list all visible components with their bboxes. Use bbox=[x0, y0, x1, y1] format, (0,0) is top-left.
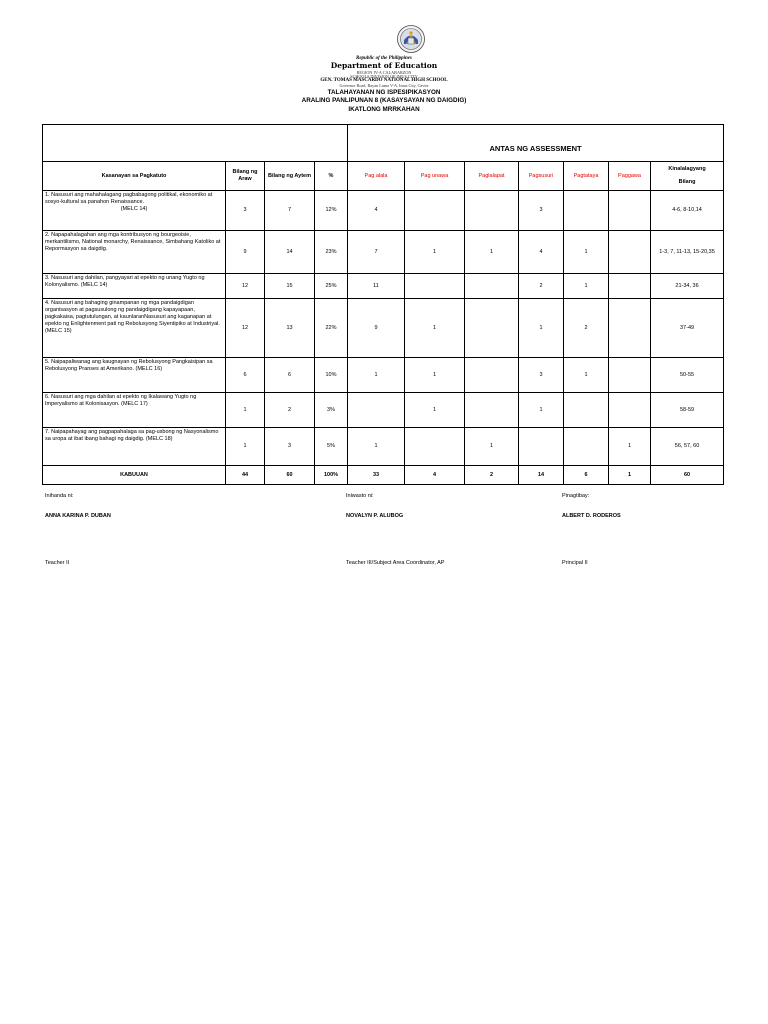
placement-cell: 4-6, 8-10,14 bbox=[651, 191, 724, 231]
percent-cell: 23% bbox=[315, 231, 348, 274]
antas-heading: ANTAS NG ASSESSMENT bbox=[348, 125, 724, 162]
level-3-cell bbox=[465, 393, 519, 428]
items-cell: 2 bbox=[265, 393, 315, 428]
total-level-4: 14 bbox=[519, 466, 564, 485]
level-6-cell: 1 bbox=[609, 428, 651, 466]
col-days: Bilang ng Araw bbox=[226, 162, 265, 191]
percent-cell: 5% bbox=[315, 428, 348, 466]
competency-cell bbox=[43, 428, 226, 466]
level-6-cell bbox=[609, 393, 651, 428]
table-header-row-2 bbox=[43, 162, 724, 191]
col-placement-line-1: Kinalalagyang bbox=[668, 165, 706, 172]
level-1-cell: 7 bbox=[348, 231, 405, 274]
approved-by-position: Principal II bbox=[562, 560, 588, 566]
level-6-cell bbox=[609, 274, 651, 299]
competency-text: 4. Nasusuri ang bahaging ginampanan ng mga pandaigdigan organisasyon at pagsusulong ng pandaigdigang kapayapaan, pagkakaisa, pagtutulungan, at kaunlaranNasusuri ang kaganapan at epekto ng Enlightenment pati ng Rebolusyong Siyentipiko at Industriyal. (MELC 15) bbox=[45, 300, 220, 334]
table-row bbox=[43, 358, 724, 393]
region-line: REGION IV-A CALABARZON bbox=[356, 70, 412, 75]
competency-cell bbox=[43, 231, 226, 274]
days-cell: 1 bbox=[226, 393, 265, 428]
level-6-cell bbox=[609, 299, 651, 358]
days-cell: 1 bbox=[226, 428, 265, 466]
level-4-cell: 1 bbox=[519, 299, 564, 358]
level-3-cell: 1 bbox=[465, 231, 519, 274]
placement-cell: 1-3, 7, 11-13, 15-20,35 bbox=[651, 231, 724, 274]
col-level-2: Pag unawa bbox=[405, 162, 465, 191]
col-items: Bilang ng Aytem bbox=[265, 162, 315, 191]
prepared-by-position: Teacher II bbox=[45, 560, 70, 566]
level-1-cell: 4 bbox=[348, 191, 405, 231]
specification-table bbox=[42, 124, 724, 485]
placement-cell: 21-34, 36 bbox=[651, 274, 724, 299]
level-4-cell: 3 bbox=[519, 191, 564, 231]
competency-cell bbox=[43, 274, 226, 299]
blank-header-cell bbox=[43, 125, 348, 162]
days-cell: 6 bbox=[226, 358, 265, 393]
level-4-cell: 1 bbox=[519, 393, 564, 428]
level-5-cell: 1 bbox=[564, 358, 609, 393]
table-row bbox=[43, 393, 724, 428]
level-3-cell: 1 bbox=[465, 428, 519, 466]
level-2-cell bbox=[405, 191, 465, 231]
level-4-cell bbox=[519, 428, 564, 466]
competency-text: 6. Nasusuri ang mga dahilan at epekto ng Ikalawang Yugto ng Imperyalismo at Kolonisasyon. (MELC 17) bbox=[45, 394, 197, 407]
level-5-cell: 2 bbox=[564, 299, 609, 358]
competency-cell bbox=[43, 299, 226, 358]
level-3-cell bbox=[465, 191, 519, 231]
placement-cell: 37-49 bbox=[651, 299, 724, 358]
placement-cell: 56, 57, 60 bbox=[651, 428, 724, 466]
table-header-row-1 bbox=[43, 125, 724, 162]
col-placement bbox=[651, 162, 724, 191]
total-label: KABUUAN bbox=[43, 466, 226, 485]
total-level-1: 33 bbox=[348, 466, 405, 485]
level-5-cell bbox=[564, 428, 609, 466]
percent-cell: 25% bbox=[315, 274, 348, 299]
deped-seal-icon bbox=[397, 25, 425, 53]
total-percent: 100% bbox=[315, 466, 348, 485]
col-competency: Kasanayan sa Pagkatuto bbox=[43, 162, 226, 191]
competency-text: 2. Napapahalagahan ang mga kontribusyon ng bourgeoisie, merkantilismo, National monarchy, Renaissance, Simbahang Katoliko at Repormasyon sa daigdig. bbox=[45, 232, 221, 252]
quarter-title: IKATLONG MRRKAHAN bbox=[348, 106, 420, 113]
percent-cell: 22% bbox=[315, 299, 348, 358]
total-placement: 60 bbox=[651, 466, 724, 485]
level-5-cell: 1 bbox=[564, 274, 609, 299]
republic-line: Republic of the Philippines bbox=[356, 56, 412, 61]
total-days: 44 bbox=[226, 466, 265, 485]
col-level-6: Paggawa bbox=[609, 162, 651, 191]
col-level-5: Pagtataya bbox=[564, 162, 609, 191]
competency-melc: (MELC 14) bbox=[120, 205, 148, 212]
level-1-cell: 9 bbox=[348, 299, 405, 358]
total-level-2: 4 bbox=[405, 466, 465, 485]
items-cell: 6 bbox=[265, 358, 315, 393]
days-cell: 12 bbox=[226, 299, 265, 358]
checked-by-position: Teacher III/Subject Area Coordinator, AP bbox=[346, 560, 445, 566]
level-2-cell: 1 bbox=[405, 231, 465, 274]
level-4-cell: 3 bbox=[519, 358, 564, 393]
competency-text: 5. Naipapaliwanag ang kaugnayan ng Rebolusyong Pangkaisipan sa Rebolusyong Pranses at Amerikano. (MELC 16) bbox=[45, 359, 213, 372]
level-2-cell bbox=[405, 428, 465, 466]
competency-cell bbox=[43, 191, 226, 231]
level-2-cell: 1 bbox=[405, 393, 465, 428]
competency-text: 1. Nasusuri ang mahahalagang pagbabagong politikal, ekonomiko at sosyo-kultural sa panahon Renaissance. bbox=[45, 192, 213, 205]
col-placement-line-2: Bilang bbox=[678, 179, 696, 186]
level-6-cell bbox=[609, 191, 651, 231]
competency-text: 7. Naipapahayag ang pagpapahalaga sa pag-usbong ng Nasyonalismo sa uropa at ibat ibang bahagi ng daigdig. (MELC 18) bbox=[45, 429, 219, 442]
total-level-5: 6 bbox=[564, 466, 609, 485]
level-3-cell bbox=[465, 299, 519, 358]
total-level-6: 1 bbox=[609, 466, 651, 485]
level-6-cell bbox=[609, 358, 651, 393]
approved-by-name: ALBERT D. RODEROS bbox=[562, 513, 621, 519]
school-line: GEN. TOMAS MASCARDO NATIONAL HIGH SCHOOL bbox=[320, 78, 448, 83]
level-1-cell: 1 bbox=[348, 358, 405, 393]
checked-by-label: Iniwasto ni: bbox=[346, 493, 374, 499]
competency-text: 3. Nasusuri ang dahilan, pangyayari at epekto ng unang Yugto ng Kolonyalismo. (MELC 14) bbox=[45, 275, 205, 288]
department-line: Department of Education bbox=[330, 61, 438, 70]
items-cell: 7 bbox=[265, 191, 315, 231]
col-level-1: Pag alala bbox=[348, 162, 405, 191]
level-2-cell bbox=[405, 274, 465, 299]
level-6-cell bbox=[609, 231, 651, 274]
placement-cell: 50-55 bbox=[651, 358, 724, 393]
days-cell: 9 bbox=[226, 231, 265, 274]
level-4-cell: 4 bbox=[519, 231, 564, 274]
competency-cell bbox=[43, 358, 226, 393]
level-4-cell: 2 bbox=[519, 274, 564, 299]
table-row bbox=[43, 428, 724, 466]
level-2-cell: 1 bbox=[405, 299, 465, 358]
level-2-cell: 1 bbox=[405, 358, 465, 393]
col-level-4: Pagsusuri bbox=[519, 162, 564, 191]
table-row bbox=[43, 231, 724, 274]
level-5-cell bbox=[564, 393, 609, 428]
prepared-by-name: ANNA KARINA P. DUBAN bbox=[45, 513, 111, 519]
table-row bbox=[43, 299, 724, 358]
level-3-cell bbox=[465, 274, 519, 299]
percent-cell: 10% bbox=[315, 358, 348, 393]
total-level-3: 2 bbox=[465, 466, 519, 485]
approved-by-label: Pinagtibay: bbox=[562, 493, 590, 499]
address-line: Governor Road, Bayan Luma V-A, Imus City, Cavite bbox=[339, 83, 429, 88]
days-cell: 12 bbox=[226, 274, 265, 299]
days-cell: 3 bbox=[226, 191, 265, 231]
competency-cell bbox=[43, 393, 226, 428]
division-line: SCHOOLS DIVISION OF IMUS CITY bbox=[350, 74, 418, 79]
level-1-cell bbox=[348, 393, 405, 428]
items-cell: 13 bbox=[265, 299, 315, 358]
col-percent: % bbox=[315, 162, 348, 191]
level-5-cell bbox=[564, 191, 609, 231]
percent-cell: 12% bbox=[315, 191, 348, 231]
col-level-3: Paglalapat bbox=[465, 162, 519, 191]
items-cell: 14 bbox=[265, 231, 315, 274]
table-row bbox=[43, 191, 724, 231]
table-row bbox=[43, 274, 724, 299]
level-3-cell bbox=[465, 358, 519, 393]
level-1-cell: 1 bbox=[348, 428, 405, 466]
placement-cell: 58-59 bbox=[651, 393, 724, 428]
subject-title: ARALING PANLIPUNAN 8 (KASAYSAYAN NG DAIGDIG) bbox=[301, 97, 467, 104]
document-title: TALAHAYANAN NG ISPESIPIKASYON bbox=[327, 89, 441, 96]
total-row bbox=[43, 466, 724, 485]
items-cell: 3 bbox=[265, 428, 315, 466]
level-5-cell: 1 bbox=[564, 231, 609, 274]
percent-cell: 3% bbox=[315, 393, 348, 428]
total-items: 60 bbox=[265, 466, 315, 485]
checked-by-name: NOVALYN P. ALUBOG bbox=[346, 513, 404, 519]
prepared-by-label: Inihanda ni: bbox=[45, 493, 74, 499]
level-1-cell: 11 bbox=[348, 274, 405, 299]
items-cell: 15 bbox=[265, 274, 315, 299]
